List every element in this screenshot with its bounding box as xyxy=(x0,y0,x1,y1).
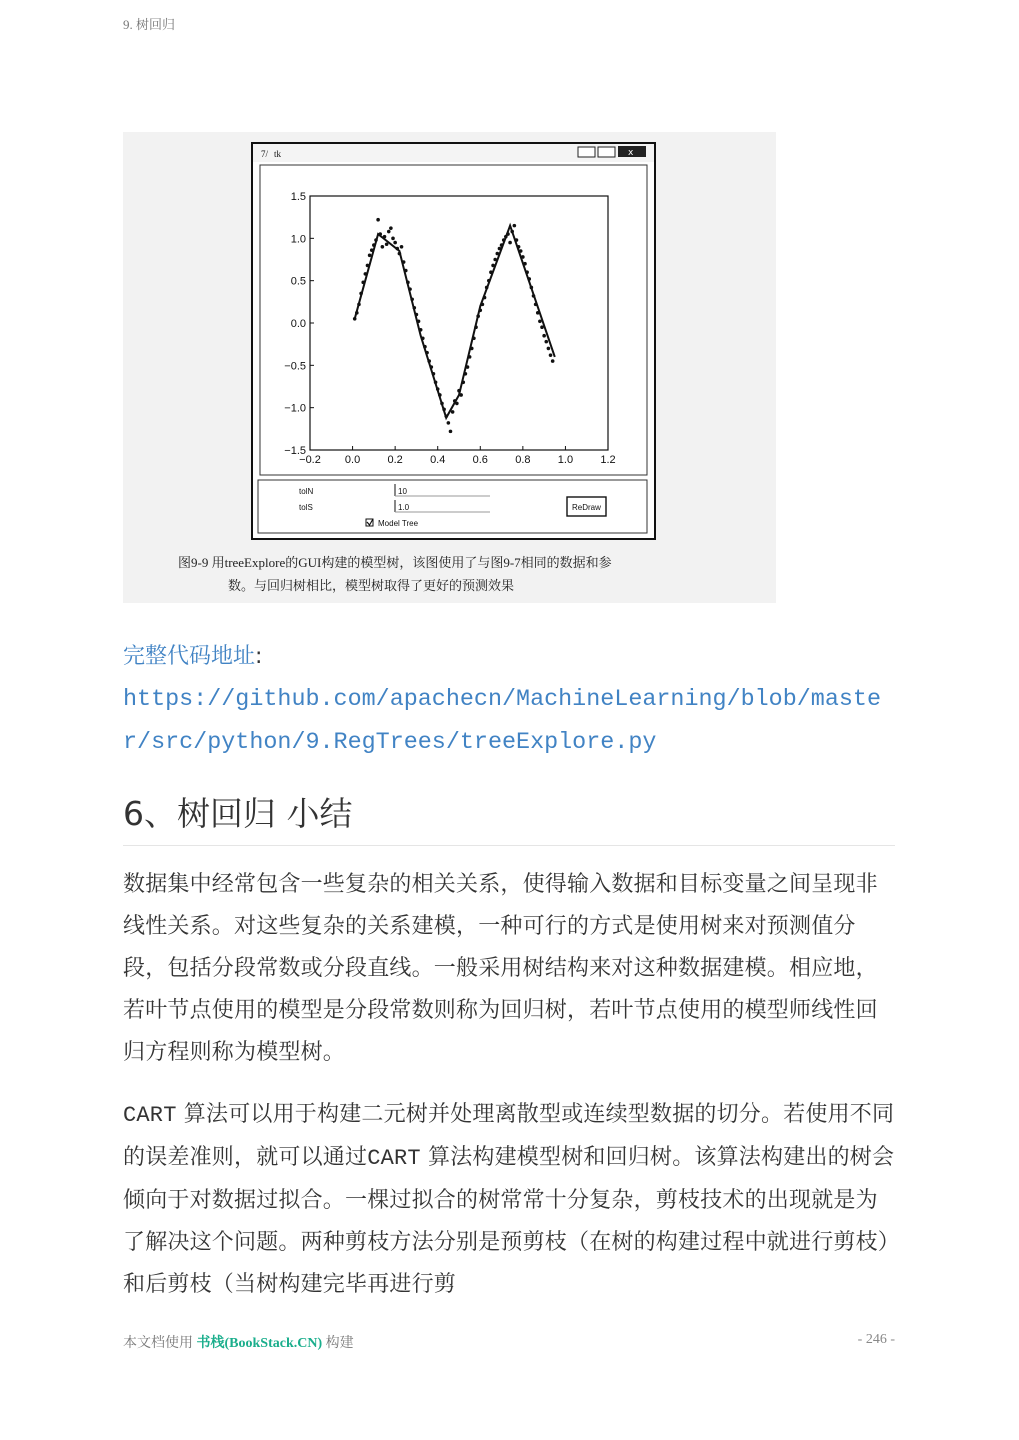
x-tick-label: 1.0 xyxy=(557,454,574,466)
footer-prefix: 本文档使用 xyxy=(123,1336,193,1351)
paragraph-cart-part1: 算法可以用于构建二元树并处理离散型或连续型数据的切分。若使用不同的误差准则，就可以通过 xyxy=(123,1102,895,1170)
paragraph-cart-part2: 算法构建模型树和回归树。该算法构建出的树会倾向于对数据过拟合。一棵过拟合的树常常十分复杂，剪枝技术的出现就是为了解决这个问题。两种剪枝方法分别是预剪枝（在树的构建过程中就进行剪枝）和后剪枝（当树构建完毕再进行剪 xyxy=(123,1145,895,1297)
y-tick-label: 0.0 xyxy=(290,318,306,330)
cart-term: CART xyxy=(123,1103,177,1128)
y-tick-label: 1.0 xyxy=(290,233,306,246)
tols-input[interactable]: 1.0 xyxy=(398,503,410,512)
data-point xyxy=(368,253,372,257)
redraw-label: ReDraw xyxy=(572,503,601,512)
y-tick-label: 1.5 xyxy=(290,191,306,203)
svg-text:x: x xyxy=(628,148,634,158)
y-tick-label: 0.5 xyxy=(290,275,306,288)
tk-logo-icon: 7/ xyxy=(261,149,269,159)
data-point xyxy=(513,224,517,228)
footer-credit xyxy=(123,1332,354,1352)
data-point xyxy=(508,241,512,245)
paragraph-cart xyxy=(123,1094,895,1306)
title-divider xyxy=(123,845,895,846)
data-point xyxy=(449,430,453,434)
footer-suffix: 构建 xyxy=(325,1336,354,1351)
data-point xyxy=(538,320,542,324)
data-point xyxy=(393,241,397,245)
data-point xyxy=(381,245,385,249)
y-tick-label: −1.5 xyxy=(284,445,306,457)
data-point xyxy=(400,245,404,249)
section-title: 6、树回归 小结 xyxy=(123,794,353,833)
x-tick-label: 0.8 xyxy=(515,454,531,466)
code-link-url[interactable]: https://github.com/apachecn/MachineLearning/blob/master/src/python/9.RegTrees/treeExplore.py xyxy=(123,687,881,756)
figure-scan xyxy=(123,132,776,603)
footer-brand-link[interactable]: 书栈(BookStack.CN) xyxy=(196,1336,323,1351)
model-tree-label: Model Tree xyxy=(378,519,419,528)
y-tick-label: −1.0 xyxy=(284,402,306,415)
tols-label: tolS xyxy=(299,503,313,512)
code-link-label[interactable]: 完整代码地址 xyxy=(123,644,256,669)
toln-input[interactable]: 10 xyxy=(398,487,407,496)
x-tick-label: 0.2 xyxy=(387,454,403,466)
toln-label: tolN xyxy=(299,487,314,496)
figure-svg xyxy=(123,132,776,603)
data-point xyxy=(549,353,553,357)
figure-caption-line1: 图9-9 用treeExplore的GUI构建的模型树，该图使用了与图9-7相同的数据和参 xyxy=(178,555,612,570)
data-point xyxy=(547,347,551,351)
data-point xyxy=(387,230,391,234)
running-header: 9. 树回归 xyxy=(123,17,176,32)
data-point xyxy=(544,340,548,344)
page-number: - 246 - xyxy=(857,1332,895,1347)
maximize-icon[interactable] xyxy=(598,147,615,157)
data-point xyxy=(376,218,380,222)
data-point xyxy=(542,334,546,338)
figure-caption-line2: 数。与回归树相比，模型树取得了更好的预测效果 xyxy=(228,578,515,593)
code-link-colon: : xyxy=(255,644,263,669)
x-tick-label: −0.2 xyxy=(299,454,321,466)
cart-term-2: CART xyxy=(367,1146,421,1171)
data-point xyxy=(389,226,393,230)
x-tick-label: 0.0 xyxy=(344,454,361,466)
data-point xyxy=(551,359,555,363)
x-tick-label: 0.4 xyxy=(430,454,446,466)
data-point xyxy=(391,237,395,241)
y-tick-label: −0.5 xyxy=(284,360,306,373)
x-tick-label: 0.6 xyxy=(472,454,488,466)
paragraph-summary: 数据集中经常包含一些复杂的相关关系，使得输入数据和目标变量之间呈现非线性关系。对这些复杂的关系建模，一种可行的方式是使用树来对预测值分段，包括分段常数或分段直线。一般采用树结构来对这种数据建模。相应地，若叶节点使用的模型是分段常数则称为回归树，若叶节点使用的模型师线性回归方程则称为模型树。 xyxy=(123,872,878,1065)
minimize-icon[interactable] xyxy=(578,147,595,157)
data-point xyxy=(447,421,451,425)
tk-window-title: tk xyxy=(274,149,282,159)
code-link-block xyxy=(123,636,903,764)
x-tick-label: 1.2 xyxy=(600,454,616,466)
